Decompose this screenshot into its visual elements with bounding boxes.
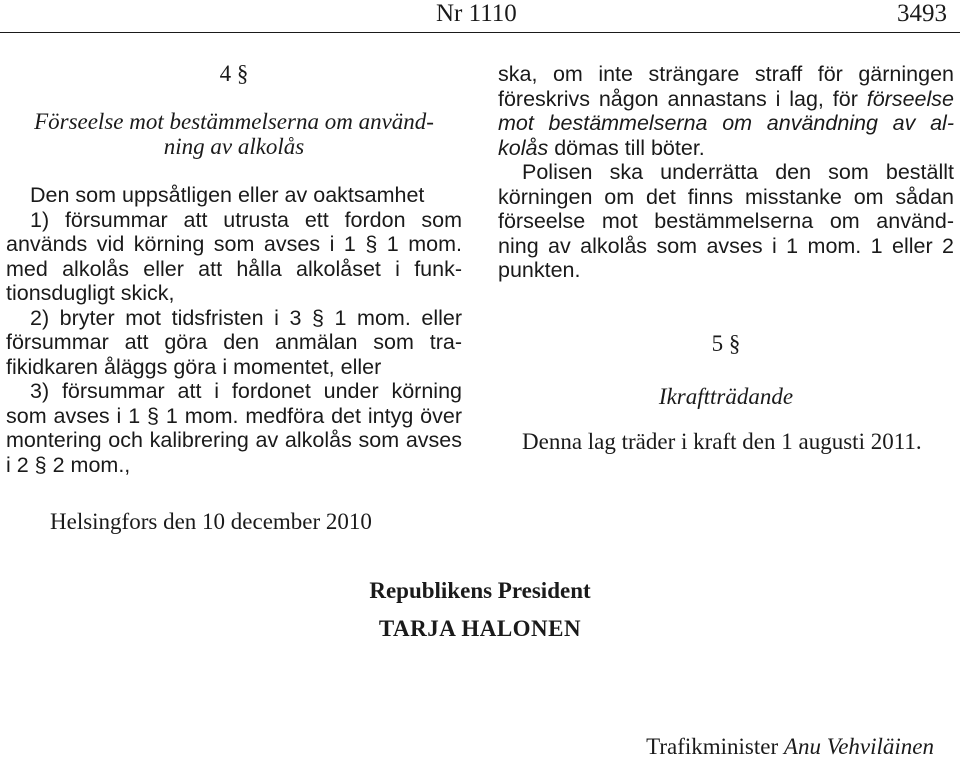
- continuation-text-a: ska, om inte strängare straff för gärningen föreskrivs någon annastans i lag, för: [498, 62, 954, 111]
- president-title: Republikens President: [369, 578, 591, 603]
- section-4-continuation: [498, 62, 954, 160]
- right-column: [498, 62, 954, 283]
- continuation-text-b: dömas till böter.: [554, 135, 705, 160]
- section-5-heading: Ikraftträdande: [658, 384, 794, 409]
- minister-signature: [646, 734, 934, 760]
- continuation-italic: förseelse mot bestämmelserna om användning av al- kolås: [498, 86, 954, 160]
- left-column: [6, 183, 462, 477]
- section-4-item-1: 1) försummar att utrusta ett fordon som används vid körning som avses i 1 § 1 mom. med alkolås eller att hålla alkolåset i funk- tionsdugligt skick,: [6, 207, 462, 305]
- section-4-item-3: 3) försummar att i fordonet under körning som avses i 1 § 1 mom. medföra det intyg över montering och kalibrering av alkolås som avses i 2 § 2 mom.,: [6, 379, 462, 477]
- issue-number: Nr 1110: [436, 0, 517, 27]
- place-and-date: Helsingfors den 10 december 2010: [50, 509, 372, 534]
- header-divider: [0, 32, 960, 33]
- president-name: TARJA HALONEN: [378, 616, 582, 641]
- police-paragraph: Polisen ska underrätta den som beställt körningen om det finns misstanke om sådan förseelse mot bestämmelserna om använd- ning av alkolås som avses i 1 mom. 1 eller 2 punkten.: [498, 160, 954, 282]
- section-4-item-2: 2) bryter mot tidsfristen i 3 § 1 mom. eller försummar att göra den anmälan som tra- fikidkaren åläggs göra i momentet, eller: [6, 305, 462, 379]
- section-4-heading-line2: ning av alkolås: [163, 133, 305, 159]
- section-5-number: 5 §: [711, 331, 741, 356]
- section-4-intro: Den som uppsåtligen eller av oaktsamhet: [30, 183, 425, 207]
- section-4-number: 4 §: [219, 61, 249, 86]
- minister-name: Anu Vehviläinen: [783, 734, 934, 759]
- section-4-heading-line1: Förseelse mot bestämmelserna om använd-: [34, 109, 434, 134]
- effective-date-text: Denna lag träder i kraft den 1 augusti 2011.: [522, 429, 922, 454]
- minister-title: Trafikminister: [646, 734, 779, 759]
- section-4-heading: [6, 110, 462, 159]
- section-5-body: [498, 430, 954, 455]
- page-number: 3493: [897, 0, 947, 27]
